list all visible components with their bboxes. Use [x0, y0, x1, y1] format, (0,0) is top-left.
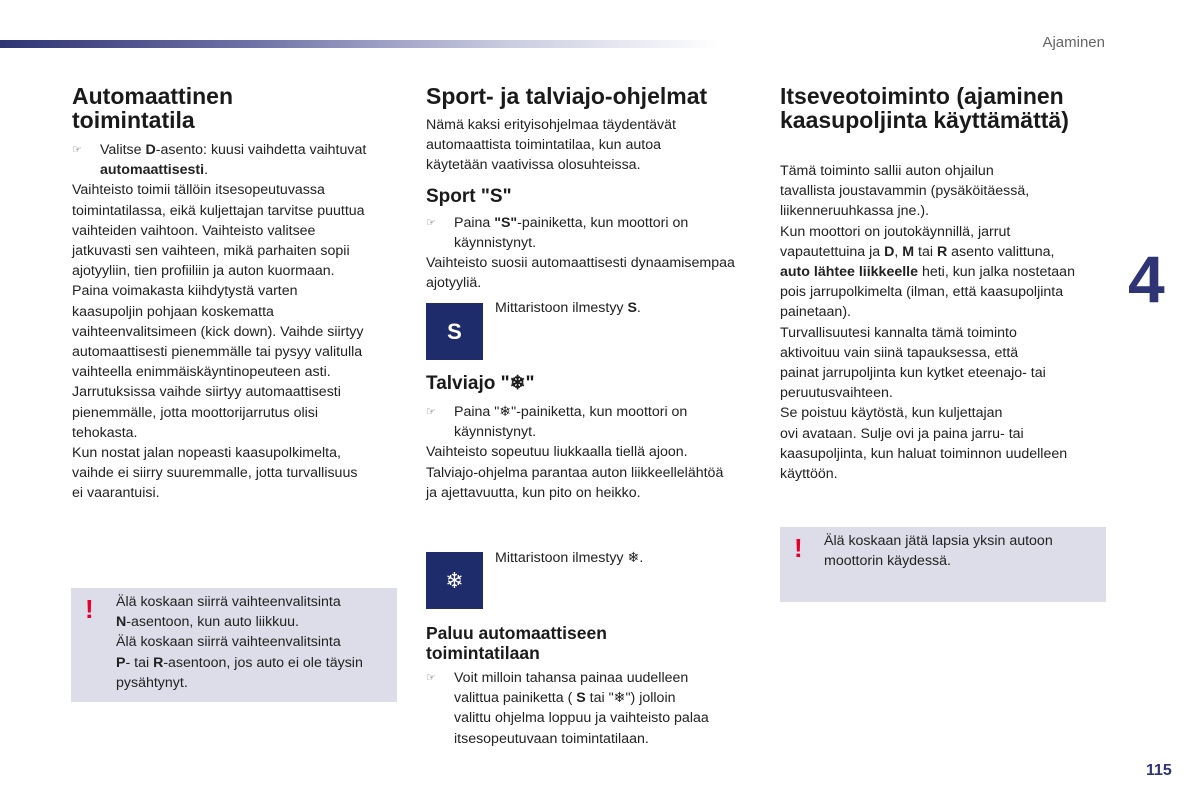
section-return-automatic [426, 623, 766, 749]
text-bold: S [576, 690, 586, 707]
text-line: Jarrutuksissa vaihde siirtyy automaattisesti [72, 384, 341, 401]
text-line: Kun moottori on joutokäynnillä, jarrut [780, 223, 1011, 240]
snowflake-display-icon: ❄ [426, 552, 483, 609]
text-line: Älä koskaan siirrä vaihteenvalitsinta [116, 594, 341, 610]
heading-line: Paluu automaattiseen [426, 623, 607, 643]
text-bold: P [116, 654, 126, 671]
heading-line: Itseveotoiminto (ajaminen [780, 83, 1064, 109]
text-bold: R [936, 243, 948, 260]
bullet-hand-icon: ☞ [426, 216, 436, 229]
warning-text [116, 592, 386, 693]
text: Mittaristoon ilmestyy [495, 300, 628, 316]
page-number: 115 [1146, 762, 1172, 779]
text-bold: "S" [494, 214, 518, 231]
chapter-number: 4 [1128, 242, 1165, 316]
text-bold: S [627, 300, 637, 316]
text-line: Älä koskaan siirrä vaihteenvalitsinta [116, 634, 341, 651]
bullet-item [426, 668, 766, 749]
text-line: vaihde ei siirry suuremmalle, jotta turvallisuus [72, 465, 358, 482]
text-line: toimintatilassa, eikä kuljettajan tarvitse puuttua [72, 202, 365, 219]
text-bold: D [145, 142, 156, 158]
heading-creep-function [780, 84, 1120, 132]
text-line: ajotyyliin, tien profiiliin ja auton kuormaan. [72, 263, 335, 280]
text-line: pois jarrupolkimelta (ilman, että kaasupoljinta [780, 284, 1064, 301]
text: käynnistynyt. [454, 234, 537, 251]
text-line: vaihteella enimmäiskäyntinopeuteen asti. [72, 364, 331, 381]
warning-text [824, 531, 1094, 571]
text: -asentoon, jos auto ei ole täysin [163, 654, 363, 671]
text-line: automaattista toimintatilaa, kun autoa [426, 137, 662, 154]
bullet-hand-icon: ☞ [426, 672, 436, 684]
text-line [780, 262, 1120, 282]
text-line: Vaihteisto sopeutuu liukkaalla tiellä ajoon. [426, 444, 688, 461]
text-line: aktivoituu vain siinä tapauksessa, että [780, 344, 1019, 361]
heading-line: toimintatilaan [426, 643, 540, 663]
text-bold: N [116, 614, 127, 631]
text: Voit milloin tahansa painaa uudelleen [454, 670, 689, 686]
warning-icon: ! [794, 533, 803, 563]
text-line: tavallista joustavammin (pysäköitäessä, [780, 183, 1030, 200]
text: Paina [454, 214, 495, 231]
text-bold: M [902, 243, 915, 260]
intro-paragraph [426, 115, 766, 176]
text-line: kaasupoljinta, kun haluat toiminnon uudelleen [780, 445, 1068, 462]
bullet-item [426, 402, 766, 442]
text-line: Se poistuu käytöstä, kun kuljettajan [780, 405, 1003, 422]
bullet-item [426, 213, 766, 253]
text: valittua painiketta ( [454, 690, 577, 707]
text: itsesopeutuvaan toimintatilaan. [454, 730, 649, 747]
text: Valitse [100, 142, 146, 158]
text-line: painetaan). [780, 304, 851, 321]
text-line: Turvallisuutesi kannalta tämä toiminto [780, 324, 1017, 341]
section-title: Ajaminen [1042, 34, 1105, 51]
column-automatic-mode [72, 84, 402, 504]
text: vapautettuina ja [780, 243, 885, 260]
text-bold: auto lähtee liikkeelle [780, 264, 918, 281]
text: . [636, 300, 641, 316]
heading-sport: Sport "S" [426, 185, 512, 207]
text-line: vaihteiden vaihtoon. Vaihteisto valitsee [72, 222, 316, 239]
winter-display-text: Mittaristoon ilmestyy ❄. [495, 550, 644, 566]
text-line: jatkuvasti sen vaihteen, mikä parhaiten sopii [72, 243, 350, 260]
text: -painiketta, kun moottori on [517, 214, 689, 231]
text-line: liikenneruuhkassa jne.). [780, 203, 930, 220]
paragraph-creep-function [780, 161, 1120, 484]
text-line [780, 242, 1120, 262]
heading-line: toimintatila [72, 107, 195, 133]
heading-automatic-mode [72, 84, 402, 132]
column-sport-winter [426, 84, 766, 293]
warning-box-gear-selector [71, 588, 397, 702]
text: heti, kun jalka nostetaan [918, 264, 1075, 281]
heading-line: kaasupoljinta käyttämättä) [780, 107, 1069, 133]
text-line: Nämä kaksi erityisohjelmaa täydentävät [426, 117, 676, 133]
sport-display-text [495, 298, 755, 318]
bullet-hand-icon: ☞ [72, 144, 82, 156]
warning-icon: ! [85, 594, 94, 624]
heading-sport-winter: Sport- ja talviajo-ohjelmat [426, 83, 708, 109]
text-line: pienemmälle, jotta moottorijarrutus olisi [72, 404, 319, 421]
text: tai [914, 243, 937, 260]
text-line: tehokasta. [72, 424, 138, 441]
text-line: Talviajo-ohjelma parantaa auton liikkeellelähtöä [426, 464, 724, 481]
text: . [204, 162, 209, 179]
text: valittu ohjelma loppuu ja vaihteisto palaa [454, 710, 709, 727]
text-line: kaasupoljin pohjaan koskematta [72, 303, 274, 320]
text: käynnistynyt. [454, 424, 537, 441]
column-creep-function [780, 84, 1120, 484]
text-line: Vaihteisto toimii tällöin itsesopeutuvassa [72, 182, 325, 199]
text-line: painat jarrupoljinta kun kytket eteenajo- tai [780, 365, 1046, 382]
text: , [894, 243, 903, 260]
text-line: Paina voimakasta kiihdytystä varten [72, 283, 298, 300]
sport-display-icon: S [426, 303, 483, 360]
text: -asentoon, kun auto liikkuu. [126, 614, 299, 631]
heading-winter: Talviajo "❄" [426, 373, 535, 394]
text-line: ovi avataan. Sulje ovi ja paina jarru- tai [780, 425, 1024, 442]
text-line: Tämä toiminto sallii auton ohjailun [780, 163, 994, 179]
header-gradient-bar [0, 40, 720, 48]
text-line: moottorin käydessä. [824, 553, 951, 570]
paragraph-automatic-mode [72, 180, 402, 503]
text-line: ajotyyliä. [426, 275, 482, 292]
text-line: automaattisesti pienemmälle tai pysyy valitulla [72, 344, 363, 361]
text-line: Vaihteisto suosii automaattisesti dynaamisempaa [426, 255, 735, 272]
text-line [116, 612, 386, 632]
text-line [116, 653, 386, 673]
text-line: käytetään vaativissa olosuhteissa. [426, 157, 641, 174]
text-line: käyttöön. [780, 466, 838, 483]
text: -asento: kuusi vaihdetta vaihtuvat [155, 142, 367, 158]
text: tai "❄") jolloin [585, 690, 676, 707]
text-line: ja ajettavuutta, kun pito on heikko. [426, 484, 641, 501]
text-line: vaihteenvalitsimeen (kick down). Vaihde siirtyy [72, 323, 364, 340]
text-bold: D [884, 243, 895, 260]
text-line: peruutusvaihteen. [780, 385, 893, 402]
text-bold: R [153, 654, 164, 671]
text: - tai [125, 654, 154, 671]
bullet-item [72, 140, 402, 180]
text-line: pysähtynyt. [116, 674, 188, 691]
text: Paina "❄"-painiketta, kun moottori on [454, 404, 688, 420]
bullet-hand-icon: ☞ [426, 406, 436, 418]
section-winter [426, 373, 766, 503]
text-line: Älä koskaan jätä lapsia yksin autoon [824, 533, 1053, 549]
text: asento valittuna, [947, 243, 1055, 260]
heading-line: Automaattinen [72, 83, 233, 109]
text-line: Kun nostat jalan nopeasti kaasupolkimelta, [72, 445, 341, 462]
warning-box-children [780, 527, 1106, 602]
text-bold: automaattisesti [100, 162, 205, 179]
text-line: ei vaarantuisi. [72, 485, 160, 502]
heading-return-automatic [426, 623, 766, 663]
